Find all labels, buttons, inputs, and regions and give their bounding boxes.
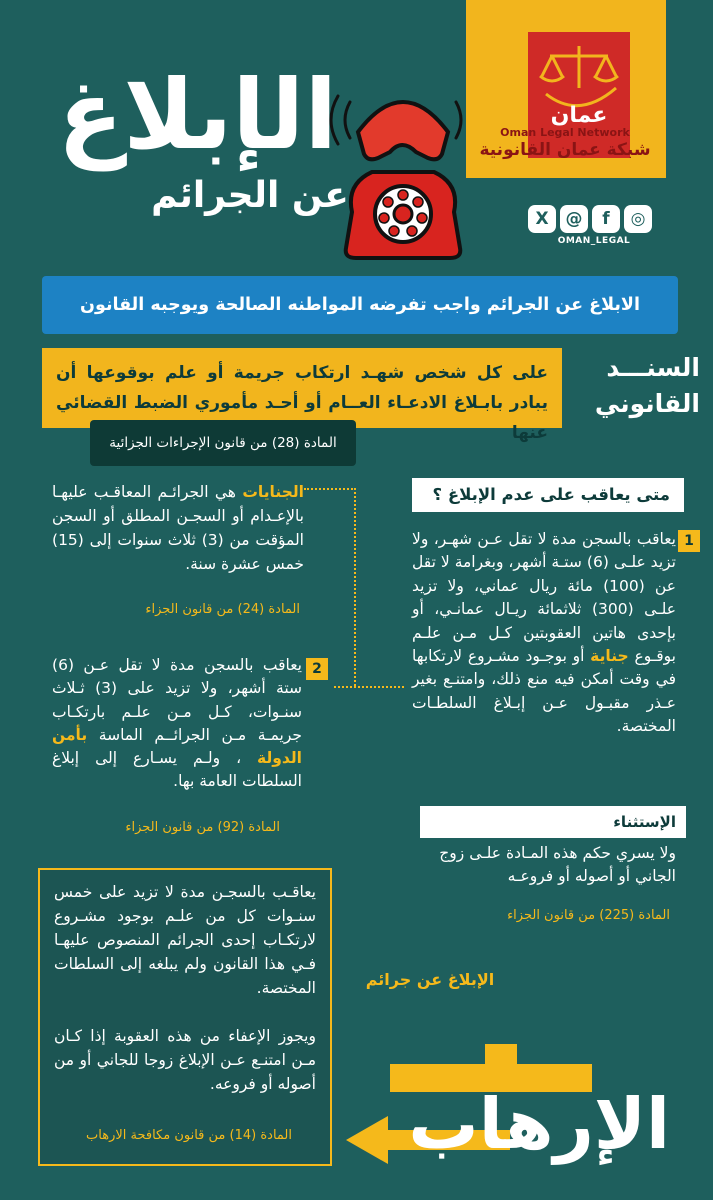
item-number-badge: 2 [306,658,328,680]
logo-english-name: Oman Legal Network [500,126,630,139]
item-1-highlight: جناية [590,647,629,666]
terrorism-title: الإرهاب [408,1083,670,1165]
facebook-icon[interactable]: f [592,205,620,233]
legal-basis-label-line2: القانوني [594,389,700,418]
page-title: الإبلاغ [57,59,338,171]
connector-line [354,488,356,686]
scales-of-justice-icon [528,32,630,132]
terrorism-text [54,880,316,1120]
terrorism-subtitle: الإبلاغ عن جرائم [365,970,495,989]
exception-citation: المادة (225) من قانون الجزاء [507,908,670,923]
connector-line [304,488,356,490]
item-1-text [412,528,676,798]
instagram-icon[interactable]: ◎ [624,205,652,233]
item-2-text-before: يعاقب بالسجن مدة لا تقل عـن (6) ستة أشهر، ولا تزيد على (3) ثـلاث سنـوات، كـل مـن علـم بارتكـاب جريمـة مـن الجرائــم الماسة [52,656,303,744]
felonies-term: الجنايات [242,483,304,501]
logo-arabic-name: شبكة عمان القانونية [479,140,651,160]
when-punished-heading: متى يعاقب على عدم الإبلاغ ؟ [412,478,684,512]
terrorism-paragraph-2: ويجوز الإعفاء من هذه العقوبة إذا كـان مـن امتنـع عـن الإبلاغ زوجا للجاني أو من أصوله أو فروعه. [54,1027,316,1093]
terrorism-citation: المادة (14) من قانون مكافحة الارهاب [86,1128,292,1143]
page-subtitle: عن الجرائم [151,175,349,216]
item-1-text-after: أو بوجـود مشـروع لارتكابها في وقت أمكن فيه منع ذلك، وامتنـع بغير عـذر مقبـول عـن إبـلاغ السلطـات المختصة. [412,647,676,736]
legal-basis-label [570,350,700,434]
x-icon[interactable]: X [528,205,556,233]
legal-basis-label-line1: السنـــد [606,353,700,382]
legal-basis-citation: المادة (28) من قانون الإجراءات الجزائية [90,420,356,466]
threads-icon[interactable]: @ [560,205,588,233]
item-2-text-after: ، ولـم يسـارع إلى إبلاغ السلطات العامة بها. [52,749,302,791]
social-links [528,205,654,235]
exception-heading: الإستثناء [420,806,686,838]
logo-mark-text: عمان [550,103,608,128]
connector-line [334,686,404,688]
item-2-citation: المادة (92) من قانون الجزاء [125,820,280,835]
duty-banner: الابلاغ عن الجرائم واجب تفرضه المواطنه الصالحة ويوجبه القانون [42,276,678,334]
item-2-text [52,654,302,794]
felonies-definition [52,480,304,600]
ringing-phone-icon [328,62,478,272]
felonies-text: هي الجرائـم المعاقـب عليهـا بالإعـدام أو السجـن المطلق أو السجن المؤقت من (3) ثلاث سنوات إلى (15) خمس عشرة سنة. [52,483,304,573]
social-handle: OMAN_LEGAL [557,236,631,246]
terrorism-paragraph-1: يعاقـب بالسجـن مدة لا تزيد على خمس سنـوات كل من علـم بوجود مشـروع لارتكـاب إحدى الجرائم المنصوص عليهـا فـي هذا القانون ولم يبلغه إلى السلطات المختصة. [54,883,316,997]
item-number-badge: 1 [678,530,700,552]
item-1-text-before: يعاقب بالسجن مدة لا تقل عـن شهـر، ولا تزيد علـى (6) ستـة أشهر، وبغرامة لا تقل عن (100) مائة ريال عماني، ولا تزيد علـى (300) ثلاثمائة ريـال عمانـي، أو بإحدى هاتين العقوبتين كـل مـن علـم بوقـوع [412,530,676,666]
item-2-highlight: بأمن الدولة [52,725,302,768]
felonies-citation: المادة (24) من قانون الجزاء [145,602,300,617]
exception-text: ولا يسري حكم هذه المـادة علـى زوج الجاني أو أصوله أو فروعـه [439,844,676,886]
legal-basis-text: على كل شخص شهـد ارتكاب جريمة أو علم بوقوعها أن يبادر بابـلاغ الادعـاء العــام أو أحـد مأموري الضبط القضائي عنها [42,348,562,428]
